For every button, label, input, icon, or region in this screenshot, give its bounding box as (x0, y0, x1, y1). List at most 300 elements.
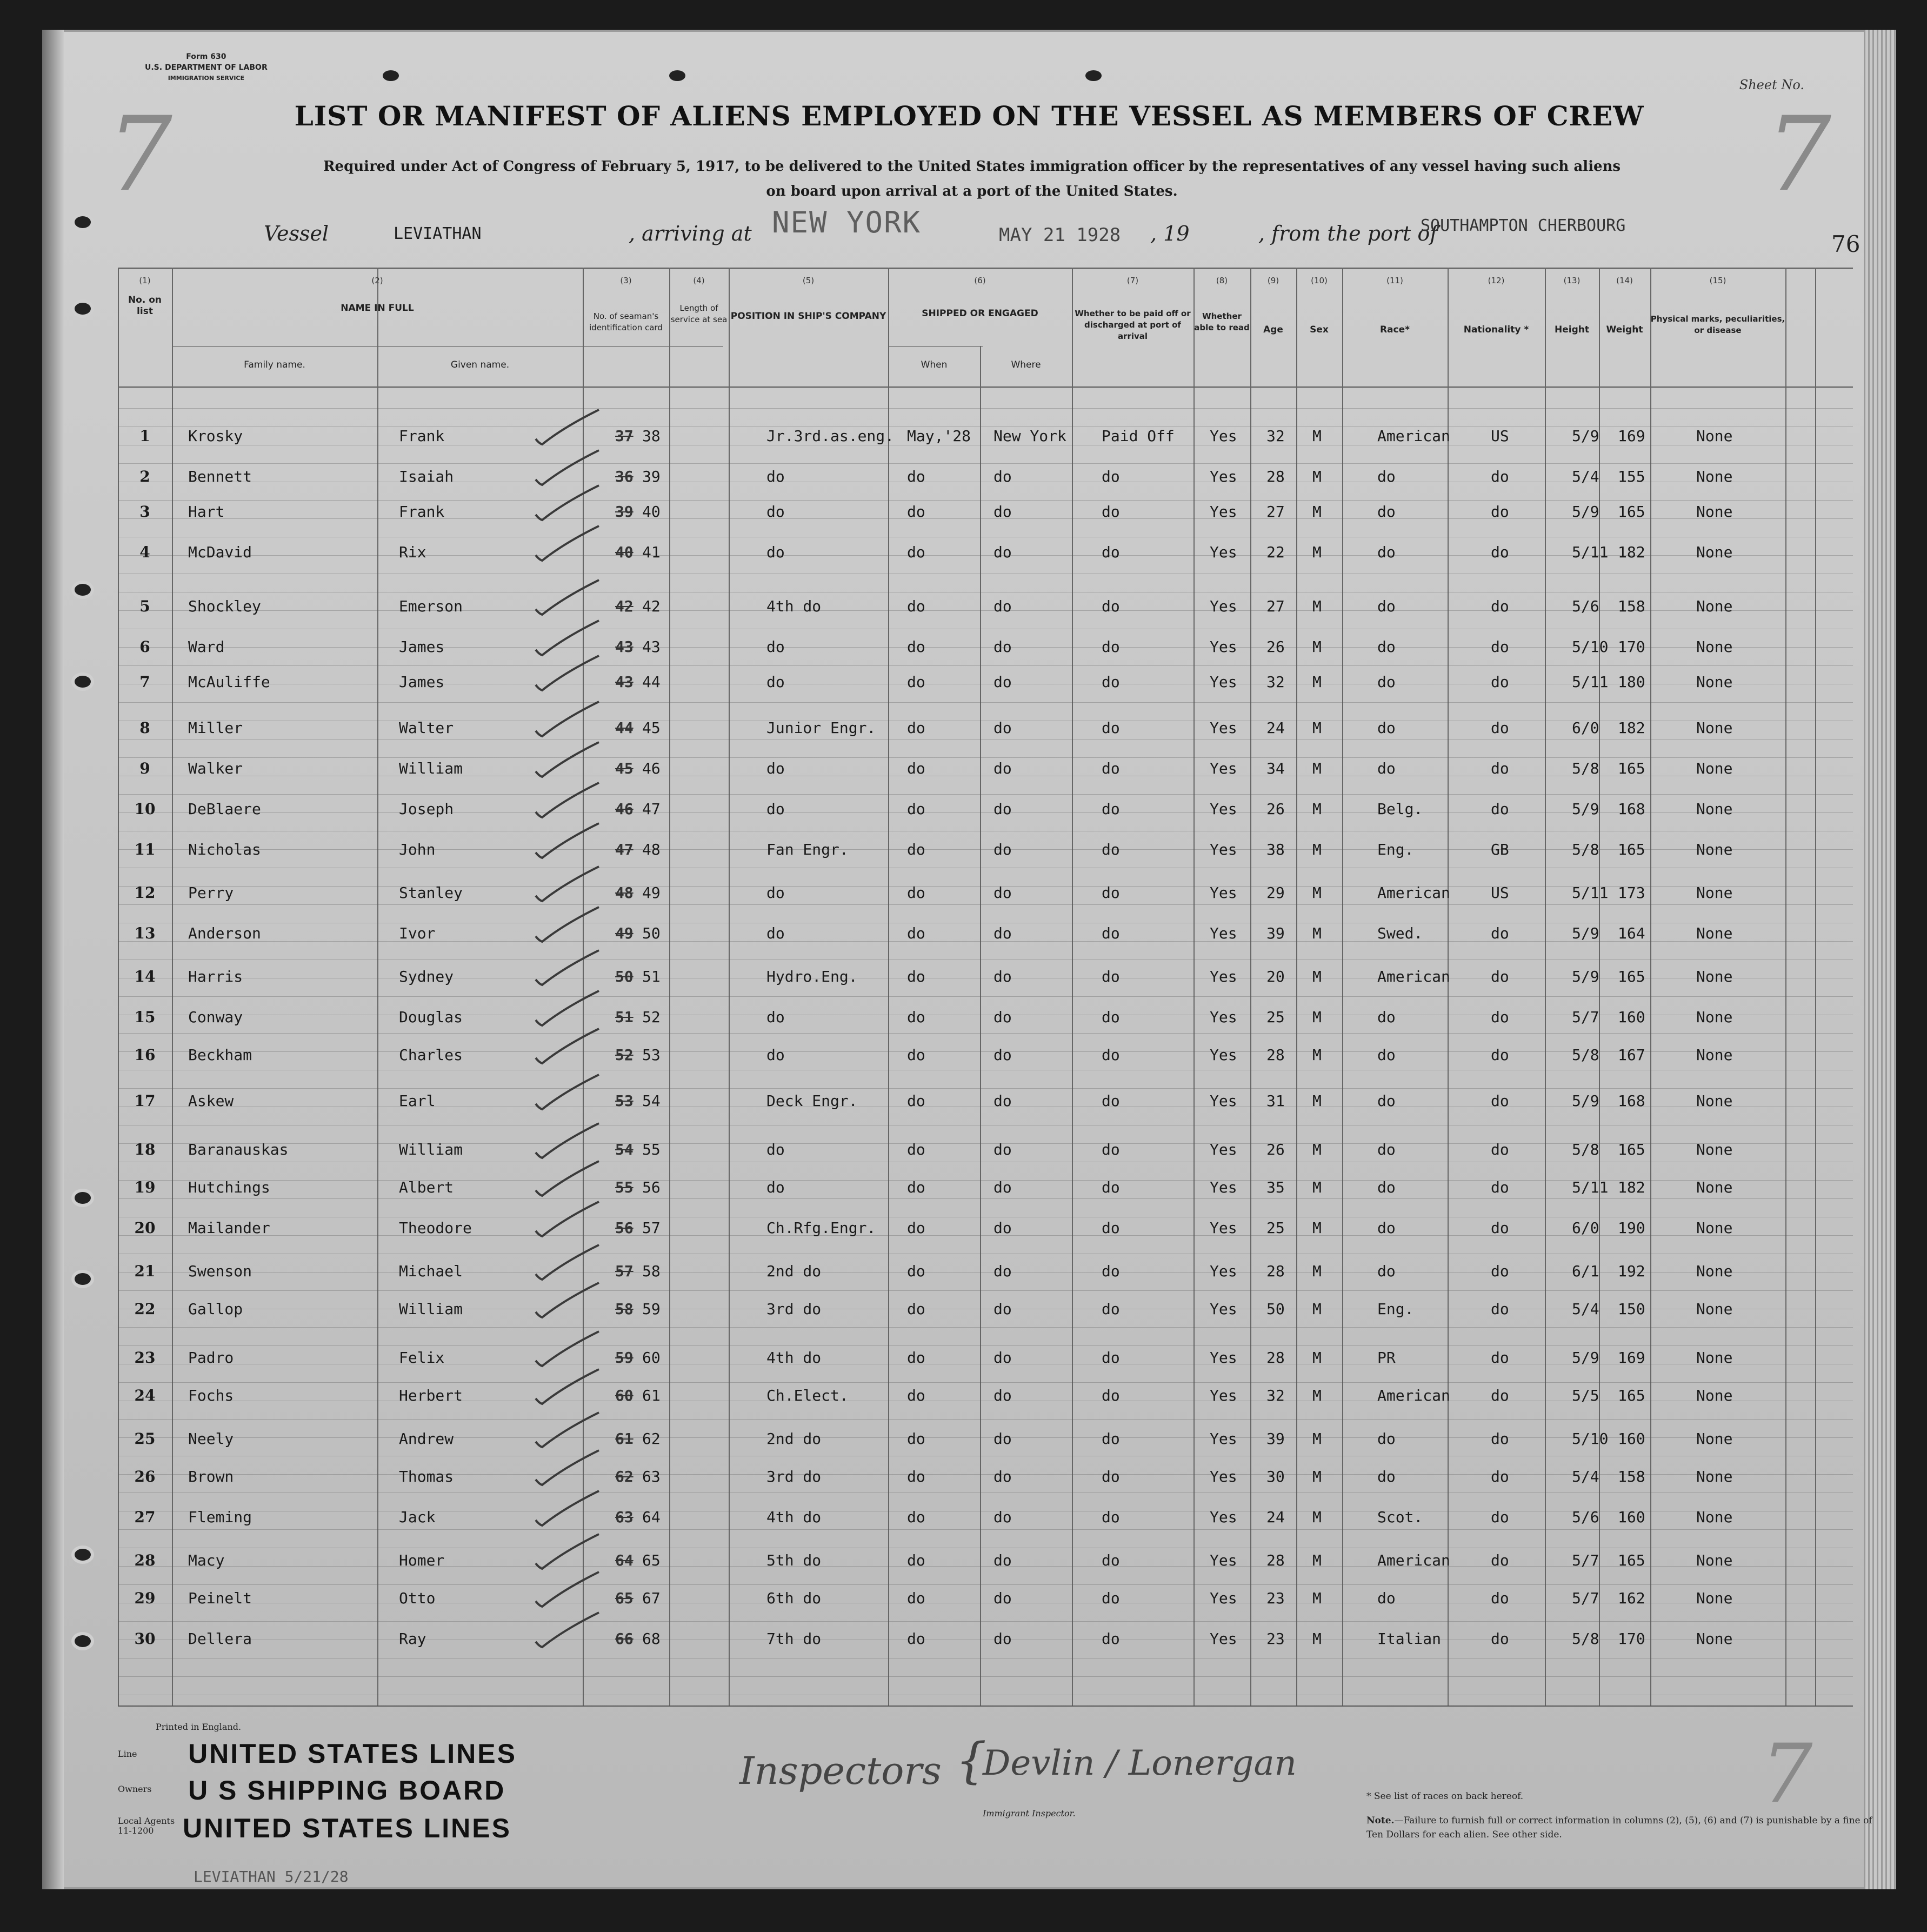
shipped-where: do (993, 1300, 1012, 1318)
shipped-when: do (907, 1219, 925, 1237)
column-rule (1250, 268, 1251, 1706)
column-rule (118, 268, 119, 1706)
physical-marks: None (1696, 1589, 1733, 1607)
column-rule (1296, 268, 1297, 1706)
sex: M (1312, 1092, 1322, 1110)
nationality: GB (1491, 841, 1509, 858)
race: do (1377, 1141, 1396, 1158)
paid-off: do (1102, 1349, 1120, 1367)
card-number: 39 (642, 468, 661, 485)
position: do (766, 638, 785, 656)
position: do (766, 503, 785, 521)
age: 34 (1266, 760, 1285, 777)
nationality: do (1491, 1046, 1509, 1064)
shipped-where: do (993, 638, 1012, 656)
race: do (1377, 1219, 1396, 1237)
column-number: (1) (139, 276, 151, 285)
weight: 165 (1618, 968, 1645, 985)
service-name: IMMIGRATION SERVICE (168, 75, 245, 82)
position: do (766, 673, 785, 691)
column-rule (377, 268, 378, 1706)
sex: M (1312, 1008, 1322, 1026)
height: 5/9 (1572, 427, 1599, 445)
weight: 155 (1618, 468, 1645, 485)
nationality: do (1491, 1262, 1509, 1280)
given-name: Felix (399, 1349, 445, 1367)
age: 24 (1266, 1508, 1285, 1526)
ruled-line (118, 1382, 1853, 1383)
shipped-when: do (907, 1551, 925, 1569)
able-to-read: Yes (1210, 1178, 1237, 1196)
departure-ports: SOUTHAMPTON CHERBOURG (1421, 216, 1626, 235)
race: PR (1377, 1349, 1396, 1367)
card-number: 52 (642, 1008, 661, 1026)
height: 5/8 (1572, 1046, 1599, 1064)
form-header (145, 51, 268, 84)
race: Swed. (1377, 924, 1423, 942)
given-name: Ray (399, 1630, 426, 1648)
check-mark (531, 987, 602, 1030)
column-number: (7) (1126, 276, 1139, 285)
position: 7th do (766, 1630, 822, 1648)
shipped-when: do (907, 968, 925, 985)
punch-hole (669, 70, 685, 81)
physical-marks: None (1696, 1008, 1733, 1026)
column-rule (172, 268, 173, 1706)
fine-note (1366, 1814, 1875, 1842)
card-number: 41 (642, 543, 661, 561)
age: 32 (1266, 427, 1285, 445)
family-name: Macy (188, 1551, 225, 1569)
weight: 162 (1618, 1589, 1645, 1607)
table-bottom-border (118, 1706, 1853, 1707)
shipped-where: do (993, 1508, 1012, 1526)
shipped-where: New York (993, 427, 1066, 445)
check-mark (531, 1530, 602, 1573)
family-name: Ward (188, 638, 225, 656)
paid-off: do (1102, 884, 1120, 902)
col-header-family: Family name. (244, 359, 305, 370)
nationality: do (1491, 1092, 1509, 1110)
sex: M (1312, 1219, 1322, 1237)
races-note: * See list of races on back hereof. (1366, 1791, 1524, 1802)
line-stamp: UNITED STATES LINES (188, 1738, 517, 1769)
physical-marks: None (1696, 719, 1733, 737)
nationality: do (1491, 1387, 1509, 1404)
check-mark (531, 1157, 602, 1200)
card-number: 49 (642, 884, 661, 902)
height: 5/10 (1572, 1430, 1609, 1448)
given-name: William (399, 1300, 463, 1318)
race: American (1377, 427, 1450, 445)
given-name: James (399, 673, 445, 691)
sex: M (1312, 1630, 1322, 1648)
sex: M (1312, 1551, 1322, 1569)
age: 39 (1266, 924, 1285, 942)
given-name: Andrew (399, 1430, 454, 1448)
weight: 164 (1618, 924, 1645, 942)
manifest-title: LIST OR MANIFEST OF ALIENS EMPLOYED ON THE VESSEL AS MEMBERS OF CREW (294, 100, 1644, 132)
paid-off: do (1102, 468, 1120, 485)
shipped-when: do (907, 597, 925, 615)
given-name: Frank (399, 427, 445, 445)
able-to-read: Yes (1210, 1508, 1237, 1526)
col-header-name: NAME IN FULL (341, 303, 414, 314)
nationality: do (1491, 1430, 1509, 1448)
family-name: Miller (188, 719, 243, 737)
row-number: 18 (134, 1141, 156, 1158)
height: 5/6 (1572, 1508, 1599, 1526)
card-number: 61 (642, 1387, 661, 1404)
able-to-read: Yes (1210, 638, 1237, 656)
card-number: 65 (642, 1551, 661, 1569)
row-number: 7 (139, 673, 150, 691)
position: 4th do (766, 1349, 822, 1367)
family-name: Walker (188, 760, 243, 777)
ruled-line (118, 739, 1853, 740)
position: Hydro.Eng. (766, 968, 858, 985)
paid-off: do (1102, 1508, 1120, 1526)
row-number: 14 (134, 968, 156, 985)
height: 5/5 (1572, 1387, 1599, 1404)
position: 4th do (766, 1508, 822, 1526)
shipped-when: do (907, 800, 925, 818)
arrival-date: MAY 21 1928 (999, 224, 1121, 246)
check-mark (531, 946, 602, 989)
sex: M (1312, 760, 1322, 777)
page-edges (1864, 30, 1896, 1889)
shipped-when: do (907, 638, 925, 656)
row-number: 13 (134, 924, 156, 942)
height: 5/9 (1572, 503, 1599, 521)
weight: 160 (1618, 1508, 1645, 1526)
able-to-read: Yes (1210, 543, 1237, 561)
ruled-line (118, 702, 1853, 703)
column-number: (14) (1616, 276, 1633, 285)
height: 5/8 (1572, 1141, 1599, 1158)
column-rule (729, 268, 730, 1706)
family-name: Beckham (188, 1046, 252, 1064)
column-rule (1072, 268, 1073, 1706)
ruled-line (118, 996, 1853, 997)
paid-off: do (1102, 1141, 1120, 1158)
age: 28 (1266, 1349, 1285, 1367)
ruled-line (118, 463, 1853, 464)
given-name: Herbert (399, 1387, 463, 1404)
row-number: 11 (134, 841, 156, 858)
subtitle-line-2: on board upon arrival at a port of the United States. (766, 183, 1178, 199)
shipped-when: do (907, 841, 925, 858)
race: Eng. (1377, 841, 1414, 858)
shipped-where: do (993, 924, 1012, 942)
column-number: (13) (1563, 276, 1581, 285)
department-name: U.S. DEPARTMENT OF LABOR (145, 63, 268, 72)
given-name: Sydney (399, 968, 454, 985)
sex: M (1312, 968, 1322, 985)
manifest-subtitle (269, 154, 1675, 204)
row-number: 6 (139, 638, 150, 656)
page-marker-right: 7 (1766, 95, 1831, 214)
nationality: US (1491, 884, 1509, 902)
card-number: 42 (642, 597, 661, 615)
family-name: Gallop (188, 1300, 243, 1318)
weight: 167 (1618, 1046, 1645, 1064)
age: 24 (1266, 719, 1285, 737)
line-label: Line (118, 1749, 137, 1759)
shipped-when: do (907, 1046, 925, 1064)
shipped-where: do (993, 1468, 1012, 1485)
sex: M (1312, 719, 1322, 737)
given-name: Albert (399, 1178, 454, 1196)
nationality: do (1491, 1178, 1509, 1196)
shipped-when: do (907, 1630, 925, 1648)
given-name: Earl (399, 1092, 436, 1110)
sex: M (1312, 1300, 1322, 1318)
family-name: Neely (188, 1430, 234, 1448)
able-to-read: Yes (1210, 1300, 1237, 1318)
physical-marks: None (1696, 1508, 1733, 1526)
check-mark (531, 1568, 602, 1611)
physical-marks: None (1696, 1300, 1733, 1318)
weight: 169 (1618, 1349, 1645, 1367)
check-mark (531, 1365, 602, 1408)
shipped-when: do (907, 1300, 925, 1318)
family-name: Krosky (188, 427, 243, 445)
physical-marks: None (1696, 800, 1733, 818)
position: 5th do (766, 1551, 822, 1569)
shipped-when: do (907, 884, 925, 902)
physical-marks: None (1696, 1630, 1733, 1648)
page-curl (42, 30, 64, 1889)
able-to-read: Yes (1210, 841, 1237, 858)
old-card-number: 40 (615, 543, 634, 561)
check-mark (531, 738, 602, 781)
position: do (766, 884, 785, 902)
row-number: 10 (134, 800, 156, 818)
col-header-read: Whether able to read (1194, 311, 1250, 332)
family-name: Nicholas (188, 841, 261, 858)
nationality: do (1491, 673, 1509, 691)
height: 5/11 (1572, 543, 1609, 561)
family-name: Peinelt (188, 1589, 252, 1607)
shipped-where: do (993, 1589, 1012, 1607)
col-header-shipped: SHIPPED OR ENGAGED (922, 308, 1038, 319)
family-name: McDavid (188, 543, 252, 561)
age: 26 (1266, 1141, 1285, 1158)
punch-hole (75, 216, 91, 228)
sheet-number-label: Sheet No. (1739, 77, 1804, 92)
shipped-subheader-rule (888, 346, 983, 347)
row-number: 12 (134, 884, 156, 902)
row-number: 1 (139, 427, 150, 445)
check-mark (531, 862, 602, 905)
card-number: 68 (642, 1630, 661, 1648)
sex: M (1312, 1589, 1322, 1607)
height: 5/7 (1572, 1551, 1599, 1569)
given-name: John (399, 841, 436, 858)
given-name: William (399, 1141, 463, 1158)
old-card-number: 47 (615, 841, 634, 858)
race: do (1377, 1046, 1396, 1064)
vessel-label: Vessel (264, 222, 329, 245)
race: do (1377, 1262, 1396, 1280)
paid-off: do (1102, 1092, 1120, 1110)
able-to-read: Yes (1210, 1008, 1237, 1026)
column-number: (11) (1386, 276, 1403, 285)
column-number: (4) (693, 276, 705, 285)
weight: 165 (1618, 841, 1645, 858)
page-marker-bottom: 7 (1761, 1727, 1813, 1821)
given-name: Thomas (399, 1468, 454, 1485)
page-number: 76 (1831, 231, 1861, 257)
punch-hole (75, 1635, 91, 1647)
shipped-where: do (993, 597, 1012, 615)
height: 5/6 (1572, 597, 1599, 615)
able-to-read: Yes (1210, 1589, 1237, 1607)
race: do (1377, 543, 1396, 561)
old-card-number: 43 (615, 638, 634, 656)
weight: 165 (1618, 760, 1645, 777)
paid-off: do (1102, 673, 1120, 691)
card-number: 57 (642, 1219, 661, 1237)
sex: M (1312, 1141, 1322, 1158)
sex: M (1312, 543, 1322, 561)
shipped-when: do (907, 1349, 925, 1367)
sex: M (1312, 1468, 1322, 1485)
sex: M (1312, 468, 1322, 485)
shipped-where: do (993, 1046, 1012, 1064)
shipped-where: do (993, 1141, 1012, 1158)
shipped-where: do (993, 1349, 1012, 1367)
card-number: 64 (642, 1508, 661, 1526)
family-name: Askew (188, 1092, 234, 1110)
shipped-where: do (993, 841, 1012, 858)
manifest-sheet (42, 30, 1896, 1889)
sex: M (1312, 1430, 1322, 1448)
race: do (1377, 1589, 1396, 1607)
old-card-number: 58 (615, 1300, 634, 1318)
old-card-number: 55 (615, 1178, 634, 1196)
card-number: 40 (642, 503, 661, 521)
weight: 190 (1618, 1219, 1645, 1237)
col-header-sex: Sex (1310, 324, 1329, 335)
vessel-name: LEVIATHAN (394, 224, 482, 243)
family-name: DeBlaere (188, 800, 261, 818)
row-number: 4 (139, 543, 150, 561)
owners-label: Owners (118, 1784, 152, 1794)
page-marker-left: 7 (107, 95, 172, 214)
nationality: do (1491, 1141, 1509, 1158)
row-number: 19 (134, 1178, 156, 1196)
nationality: do (1491, 1468, 1509, 1485)
punch-hole (75, 676, 91, 688)
physical-marks: None (1696, 924, 1733, 942)
able-to-read: Yes (1210, 1092, 1237, 1110)
age: 25 (1266, 1219, 1285, 1237)
ruled-line (118, 1584, 1853, 1585)
weight: 170 (1618, 638, 1645, 656)
paid-off: do (1102, 1551, 1120, 1569)
shipped-when: do (907, 1468, 925, 1485)
age: 29 (1266, 884, 1285, 902)
able-to-read: Yes (1210, 597, 1237, 615)
paid-off: do (1102, 503, 1120, 521)
shipped-when: do (907, 1430, 925, 1448)
ruled-line (118, 1419, 1853, 1420)
position: do (766, 543, 785, 561)
column-number: (6) (974, 276, 986, 285)
column-number: (15) (1709, 276, 1726, 285)
weight: 182 (1618, 719, 1645, 737)
ruled-line (118, 1327, 1853, 1328)
shipped-where: do (993, 1219, 1012, 1237)
paid-off: do (1102, 1178, 1120, 1196)
column-number: (5) (802, 276, 815, 285)
owners-stamp: U S SHIPPING BOARD (188, 1775, 506, 1806)
shipped-where: do (993, 1178, 1012, 1196)
card-number: 45 (642, 719, 661, 737)
weight: 160 (1618, 1008, 1645, 1026)
given-name: Douglas (399, 1008, 463, 1026)
race: Scot. (1377, 1508, 1423, 1526)
height: 5/9 (1572, 1349, 1599, 1367)
inspector-caption: Immigrant Inspector. (983, 1808, 1076, 1818)
height: 5/9 (1572, 968, 1599, 985)
age: 28 (1266, 1551, 1285, 1569)
race: Eng. (1377, 1300, 1414, 1318)
nationality: do (1491, 1551, 1509, 1569)
agents-label (118, 1816, 175, 1836)
nationality: do (1491, 719, 1509, 737)
paid-off: do (1102, 1387, 1120, 1404)
old-card-number: 48 (615, 884, 634, 902)
able-to-read: Yes (1210, 968, 1237, 985)
family-name: Padro (188, 1349, 234, 1367)
given-name: Frank (399, 503, 445, 521)
row-number: 2 (139, 468, 150, 485)
height: 5/10 (1572, 638, 1609, 656)
punch-hole (75, 1273, 91, 1285)
physical-marks: None (1696, 1430, 1733, 1448)
given-name: Joseph (399, 800, 454, 818)
old-card-number: 46 (615, 800, 634, 818)
row-number: 27 (134, 1508, 156, 1526)
position: Fan Engr. (766, 841, 849, 858)
height: 5/9 (1572, 800, 1599, 818)
nationality: do (1491, 1630, 1509, 1648)
height: 5/4 (1572, 1300, 1599, 1318)
row-number: 9 (139, 760, 150, 777)
col-header-id-card: No. of seaman's identification card (589, 311, 663, 332)
position: do (766, 924, 785, 942)
physical-marks: None (1696, 1551, 1733, 1569)
paid-off: do (1102, 1300, 1120, 1318)
card-number: 44 (642, 673, 661, 691)
family-name: Shockley (188, 597, 261, 615)
row-number: 24 (134, 1387, 156, 1404)
age: 30 (1266, 1468, 1285, 1485)
col-header-race: Race* (1379, 324, 1410, 335)
family-name: Anderson (188, 924, 261, 942)
age: 32 (1266, 1387, 1285, 1404)
able-to-read: Yes (1210, 760, 1237, 777)
column-number: (2) (371, 276, 383, 285)
position: 3rd do (766, 1468, 822, 1485)
family-name: Hutchings (188, 1178, 270, 1196)
family-name: Baranauskas (188, 1141, 289, 1158)
nationality: do (1491, 1300, 1509, 1318)
col-header-weight: Weight (1606, 324, 1643, 335)
